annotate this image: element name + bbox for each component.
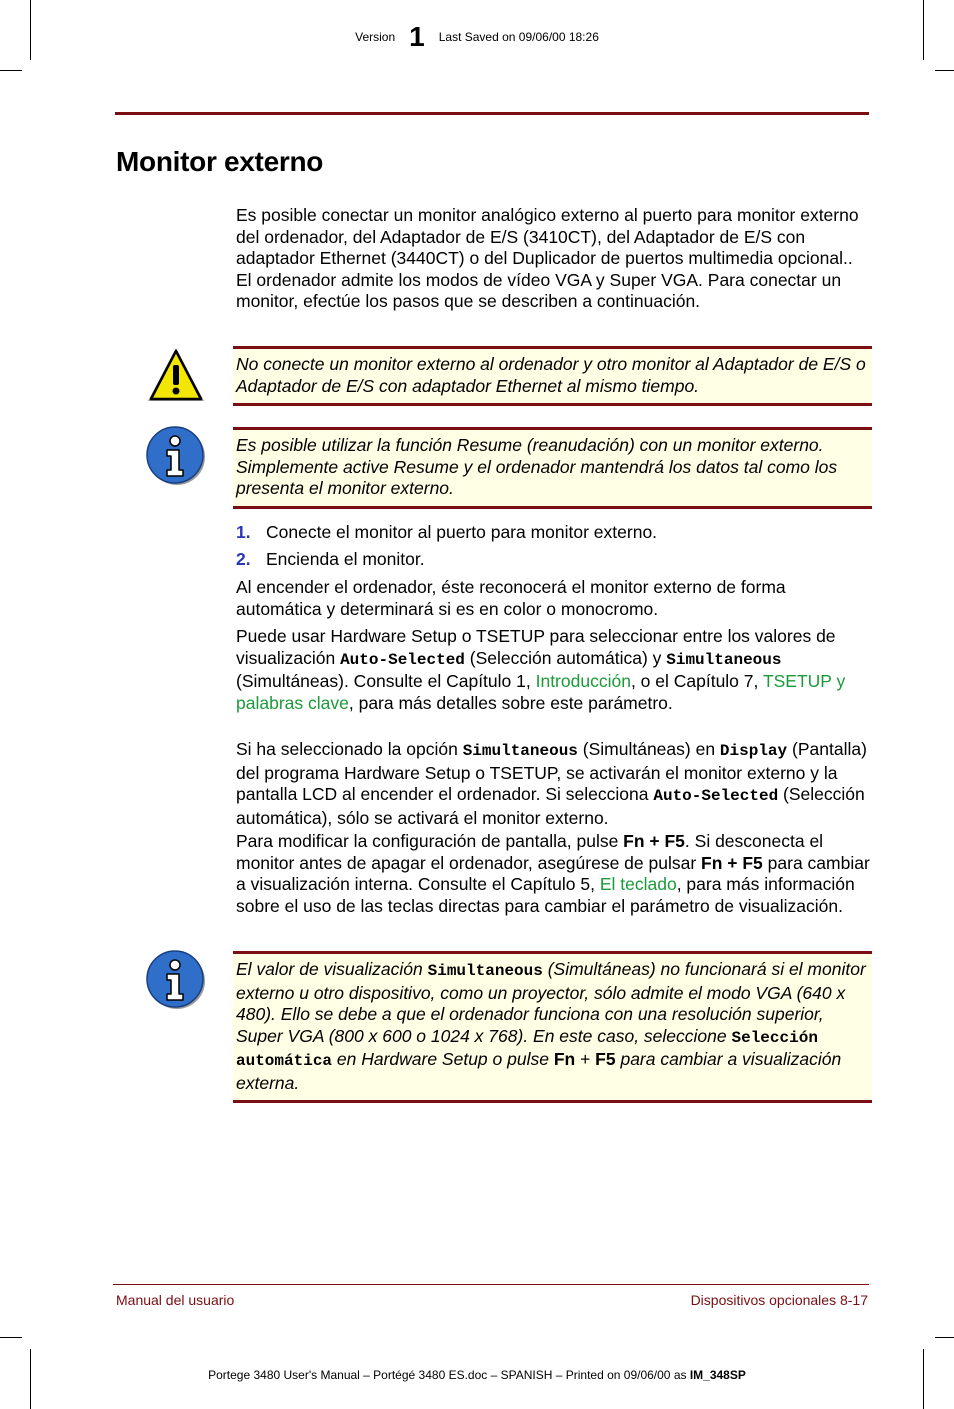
info-note-vga-text — [236, 959, 868, 1094]
header-rule — [115, 112, 869, 115]
print-slug-text: Portege 3480 User's Manual – Portégé 3480 ES.doc – SPANISH – Printed on 09/06/00 as — [208, 1368, 690, 1382]
text-run: para cambiar a visualización externa. — [236, 1049, 842, 1093]
footer-manual-title: Manual del usuario — [116, 1292, 235, 1308]
text-run: Si ha seleccionado la opción — [236, 739, 463, 759]
code-auto-selected: Auto-Selected — [340, 650, 465, 669]
text-run: (Pantalla) del programa Hardware Setup o TSETUP, se activarán el monitor externo y la pantalla LCD al encender el ordenador. Si selecciona — [236, 739, 867, 804]
text-run: (Simultáneas) en — [577, 739, 720, 759]
fn-paragraph — [236, 831, 872, 917]
footer-page-number: Dispositivos opcionales 8-17 — [690, 1292, 868, 1308]
key-fn-f5: Fn + F5 — [623, 831, 685, 851]
code-display: Display — [719, 742, 788, 760]
intro-paragraph: Es posible conectar un monitor analógico externo al puerto para monitor externo del ordenador, del Adaptador de E/S (3410CT), del Adaptador de E/S con adaptador Ethernet (3440CT) o del Duplicador de puertos multimedia opcional.. El ordenador admite los modos de vídeo VGA y Super VGA. Para conectar un monitor, efectúe los pasos que se describen a continuación. — [236, 205, 859, 311]
text-run: El valor de visualización — [236, 959, 428, 979]
crop-mark — [0, 1337, 22, 1338]
print-slug — [0, 1368, 954, 1382]
warning-note — [233, 346, 872, 406]
print-slug-code: IM_348SP — [689, 1368, 746, 1382]
warning-triangle-icon — [146, 345, 206, 405]
text-run: para cambiar a visualización interna. Consulte el Capítulo 5, — [236, 852, 870, 894]
code-auto-selected: Auto-Selected — [653, 787, 779, 805]
version-slug — [0, 16, 954, 52]
text-run: en Hardware Setup o pulse — [332, 1049, 554, 1069]
code-seleccion-automatica: Selección automática — [236, 1028, 818, 1070]
info-icon — [146, 426, 206, 486]
info-note-resume-text: Es posible utilizar la función Resume (reanudación) con un monitor externo. Simplemente active Resume y el ordenador mantendrá los datos tal como los presenta el monitor externo. — [236, 435, 838, 498]
simultaneous-paragraph — [236, 739, 872, 829]
text-run: , para más detalles sobre este parámetro. — [348, 692, 673, 713]
text-run: (Simultáneas) no funcionará si el monitor externo u otro dispositivo, como un proyector, sólo admite el modo VGA (640 x 480). Ello se debe a que el ordenador funciona con una resolución superior, Super VGA (800 x 600 o 1024 x 768). En este caso, seleccione — [236, 959, 866, 1046]
info-icon — [146, 950, 206, 1010]
step-text: Encienda el monitor. — [266, 549, 425, 569]
last-saved: Last Saved on 09/06/00 18:26 — [438, 30, 599, 44]
version-label: Version — [355, 30, 396, 44]
crop-mark — [935, 1337, 954, 1338]
text-run: Para modificar la configuración de pantalla, pulse — [236, 831, 624, 851]
code-simultaneous: Simultaneous — [462, 742, 578, 760]
key-fn-f5: Fn + F5 — [701, 852, 763, 873]
code-simultaneous: Simultaneous — [666, 650, 782, 669]
text-run: (Simultáneas). Consulte el Capítulo 1, — [236, 671, 536, 691]
footer-rule — [113, 1284, 869, 1285]
step-number: 1. — [236, 522, 251, 542]
detect-paragraph: Al encender el ordenador, éste reconocerá el monitor externo de forma automática y determinará si es en color o monocromo. — [236, 577, 786, 619]
text-run: + — [575, 1049, 596, 1069]
text-run: . Si desconecta el monitor antes de apagar el ordenador, asegúrese de pulsar — [236, 831, 824, 873]
info-note-resume — [233, 427, 872, 509]
text-run: , para más información sobre el uso de las teclas directas para cambiar el parámetro de visualización. — [236, 874, 855, 916]
text-run: Puede usar Hardware Setup o TSETUP para seleccionar entre los valores de visualización — [236, 626, 836, 668]
info-note-vga — [233, 951, 872, 1103]
text-run: (Selección automática) y — [464, 647, 667, 668]
page-title: Monitor externo — [116, 146, 324, 177]
setup-paragraph — [236, 626, 872, 714]
key-fn: Fn — [553, 1049, 576, 1069]
link-introduccion[interactable]: Introducción — [535, 671, 631, 691]
crop-mark — [935, 70, 954, 71]
key-f5: F5 — [595, 1049, 616, 1069]
code-simultaneous: Simultaneous — [427, 962, 543, 980]
link-el-teclado[interactable]: El teclado — [599, 874, 677, 894]
warning-note-text: No conecte un monitor externo al ordenador y otro monitor al Adaptador de E/S o Adaptador de E/S con adaptador Ethernet al mismo tiempo. — [236, 354, 866, 396]
version-number: 1 — [409, 21, 425, 52]
list-item — [236, 549, 425, 571]
text-run: (Selección automática), sólo se activará el monitor externo. — [236, 784, 865, 828]
crop-mark — [0, 70, 22, 71]
text-run: , o el Capítulo 7, — [630, 671, 763, 691]
list-item — [236, 522, 657, 544]
link-tsetup[interactable]: TSETUP y palabras clave — [236, 671, 846, 713]
step-text: Conecte el monitor al puerto para monitor externo. — [266, 522, 658, 542]
step-number: 2. — [236, 549, 251, 569]
